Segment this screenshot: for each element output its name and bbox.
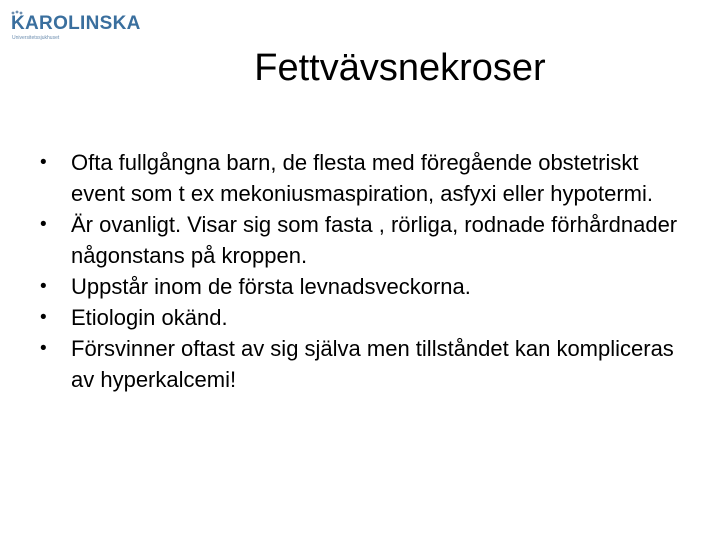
- bullet-item: [40, 209, 680, 271]
- bullet-point-icon: •: [40, 276, 47, 297]
- bullet-text: Är ovanligt. Visar sig som fasta , rörliga, rodnade förhårdnader någonstans på kroppen.: [71, 212, 678, 268]
- slide-title: Fettvävsnekroser: [254, 47, 546, 89]
- bullet-point-icon: •: [40, 307, 47, 328]
- bullet-text: Ofta fullgångna barn, de flesta med föregående obstetriskt event som t ex mekoniusmaspiration, asfyxi eller hypotermi.: [71, 150, 654, 206]
- bullet-item: [40, 333, 680, 395]
- bullet-point-icon: •: [40, 152, 47, 173]
- bullet-point-icon: •: [40, 338, 47, 359]
- bullet-text: Försvinner oftast av sig själva men tillståndet kan kompliceras av hyperkalcemi!: [71, 336, 674, 392]
- bullet-text: Uppstår inom de första levnadsveckorna.: [71, 274, 471, 299]
- bullet-item: [40, 271, 680, 302]
- logo-wordmark: KAROLINSKA: [11, 13, 141, 34]
- karolinska-logo: [10, 10, 140, 42]
- bullet-item: [40, 302, 680, 333]
- logo-subtitle: Universitetssjukhuset: [12, 35, 60, 41]
- bullet-item: [40, 147, 680, 209]
- bullet-list: [40, 147, 680, 395]
- bullet-point-icon: •: [40, 214, 47, 235]
- bullet-text: Etiologin okänd.: [71, 305, 228, 330]
